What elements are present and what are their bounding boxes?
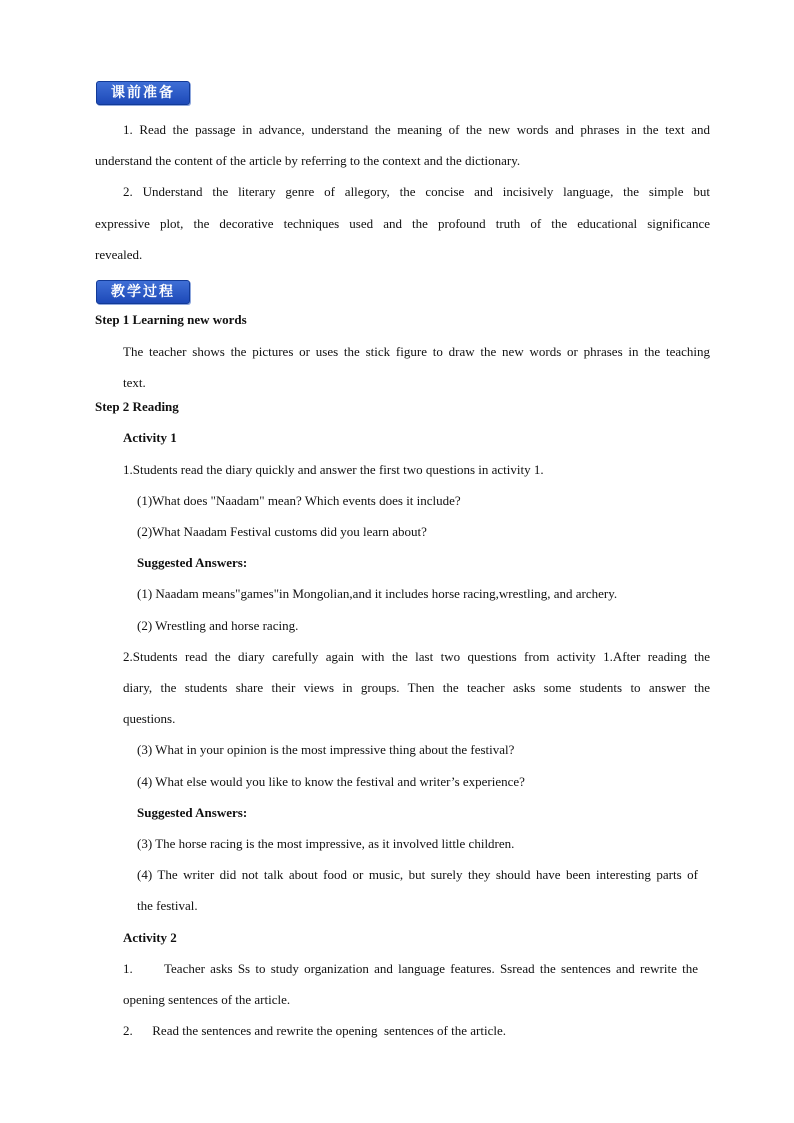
question-2: (2)What Naadam Festival customs did you learn about?	[137, 524, 427, 539]
activity-2-item-1-line-2: opening sentences of the article.	[123, 992, 291, 1007]
activity-1-item-2-line-3: questions.	[123, 711, 176, 726]
activity-1-heading: Activity 1	[123, 430, 177, 445]
answer-4-line-2: the festival.	[137, 898, 198, 913]
question-4: (4) What else would you like to know the festival and writer’s experience?	[137, 774, 525, 789]
step-1-text-line-2: text.	[123, 375, 146, 390]
answer-4-line-1: (4) The writer did not talk about food or music, but surely they should have been interesting parts of	[137, 867, 698, 882]
step-2-heading: Step 2 Reading	[95, 399, 179, 414]
activity-2-item-2: 2. Read the sentences and rewrite the opening sentences of the article.	[123, 1023, 506, 1038]
answer-1: (1) Naadam means"games"in Mongolian,and it includes horse racing,wrestling, and archery.	[137, 586, 618, 601]
activity-2-heading: Activity 2	[123, 930, 177, 945]
activity-1-item-1: 1.Students read the diary quickly and answer the first two questions in activity 1.	[123, 462, 544, 477]
prep-paragraph-1-line-1: 1. Read the passage in advance, understand the meaning of the new words and phrases in the text and	[123, 122, 710, 137]
suggested-answers-label-1: Suggested Answers:	[137, 555, 248, 570]
answer-3: (3) The horse racing is the most impressive, as it involved little children.	[137, 836, 515, 851]
prep-paragraph-1-line-2: understand the content of the article by referring to the context and the dictionary.	[95, 153, 521, 168]
suggested-answers-label-2: Suggested Answers:	[137, 805, 248, 820]
section-badge-prep: 课前准备	[96, 81, 190, 105]
question-3: (3) What in your opinion is the most impressive thing about the festival?	[137, 742, 515, 757]
prep-paragraph-2-line-2: expressive plot, the decorative techniques used and the profound truth of the educational significance	[95, 216, 710, 231]
section-badge-process: 教学过程	[96, 280, 190, 304]
activity-1-item-2-line-1: 2.Students read the diary carefully again with the last two questions from activity 1.After reading the	[123, 649, 710, 664]
step-1-text-line-1: The teacher shows the pictures or uses the stick figure to draw the new words or phrases in the teaching	[123, 344, 710, 359]
question-1: (1)What does "Naadam" mean? Which events does it include?	[137, 493, 461, 508]
prep-paragraph-2-line-3: revealed.	[95, 247, 143, 262]
activity-2-item-1-line-1: 1. Teacher asks Ss to study organization and language features. Ssread the sentences and rewrite the	[123, 961, 698, 976]
activity-1-item-2-line-2: diary, the students share their views in groups. Then the teacher asks some students to answer the	[123, 680, 710, 695]
answer-2: (2) Wrestling and horse racing.	[137, 618, 299, 633]
step-1-heading: Step 1 Learning new words	[95, 312, 247, 327]
prep-paragraph-2-line-1: 2. Understand the literary genre of allegory, the concise and incisively language, the simple but	[123, 184, 710, 199]
